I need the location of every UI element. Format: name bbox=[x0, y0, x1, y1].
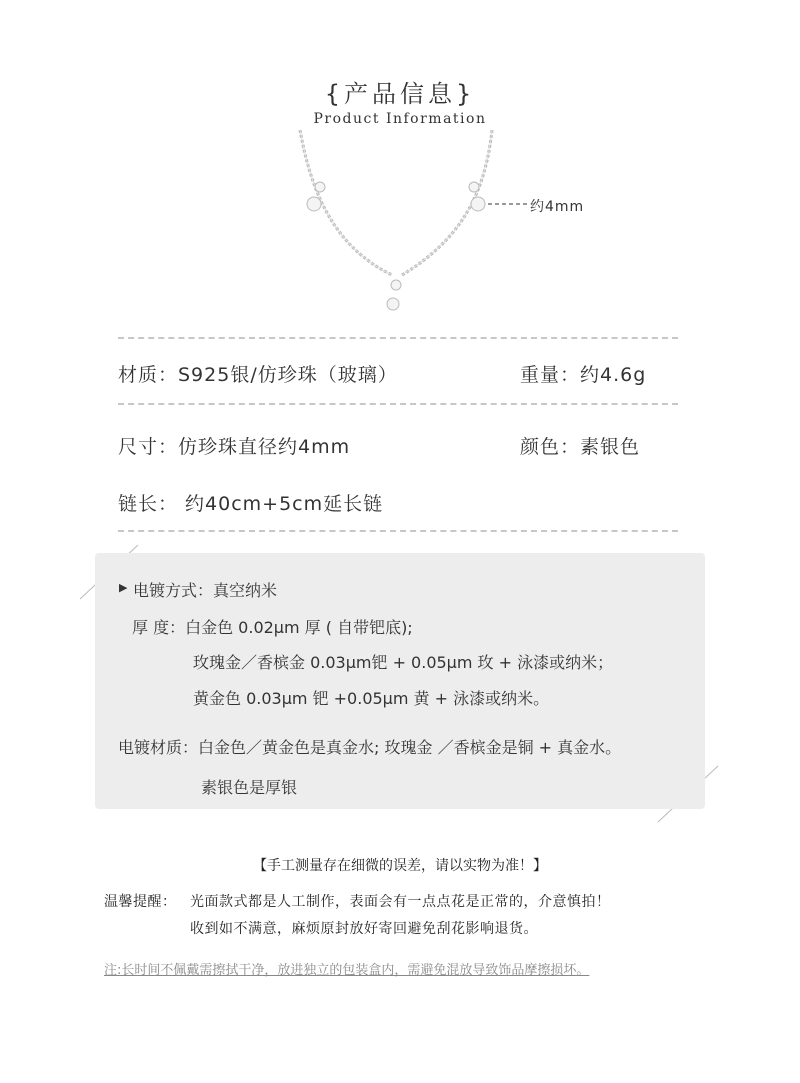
divider bbox=[118, 337, 678, 339]
spec-color: 颜色：素银色 bbox=[520, 436, 641, 458]
plating-material-1: 电镀材质：白金色／黄金色是真金水; 玫瑰金 ／香槟金是铜 + 真金水。 bbox=[118, 738, 622, 757]
spec-material: 材质：S925银/仿珍珠（玻璃） bbox=[118, 364, 398, 386]
arrow-right-icon: ▶ bbox=[119, 581, 128, 594]
pendant-drop bbox=[387, 280, 401, 310]
care-note: 注:长时间不佩戴需擦拭干净，放进独立的包装盒内，需避免混放导致饰品摩擦损坏。 bbox=[104, 963, 590, 978]
divider bbox=[118, 530, 678, 532]
size-label: 约4mm bbox=[530, 199, 585, 215]
reminder-line-2: 收到如不满意，麻烦原封放好寄回避免刮花影响退货。 bbox=[190, 921, 538, 937]
divider bbox=[118, 403, 678, 405]
plating-material-2: 素银色是厚银 bbox=[201, 778, 298, 797]
necklace-image bbox=[0, 125, 800, 330]
measurement-note: 【手工测量存在细微的误差，请以实物为准！】 bbox=[253, 858, 547, 874]
spec-chain-length: 链长： 约40cm+5cm延长链 bbox=[118, 493, 384, 515]
spec-weight: 重量：约4.6g bbox=[520, 364, 647, 386]
pearl-left bbox=[307, 182, 325, 211]
page-subtitle: Product Information bbox=[313, 111, 487, 127]
spec-size: 尺寸：仿珍珠直径约4mm bbox=[118, 436, 351, 458]
plating-thickness-2: 玫瑰金／香槟金 0.03μm钯 + 0.05μm 玫 + 泳漆或纳米； bbox=[193, 653, 614, 672]
pearl-right bbox=[469, 182, 485, 211]
plating-method: 电镀方式：真空纳米 bbox=[133, 581, 278, 600]
plating-info-box bbox=[95, 553, 705, 809]
plating-thickness-1: 厚 度：白金色 0.02μm 厚 ( 自带钯底); bbox=[132, 618, 413, 637]
page-title: {产品信息} bbox=[324, 80, 476, 108]
plating-thickness-3: 黄金色 0.03μm 钯 +0.05μm 黄 + 泳漆或纳米。 bbox=[193, 689, 550, 708]
reminder-label: 温馨提醒： bbox=[104, 894, 177, 910]
reminder-line-1: 光面款式都是人工制作，表面会有一点点花是正常的，介意慎拍！ bbox=[190, 894, 611, 910]
